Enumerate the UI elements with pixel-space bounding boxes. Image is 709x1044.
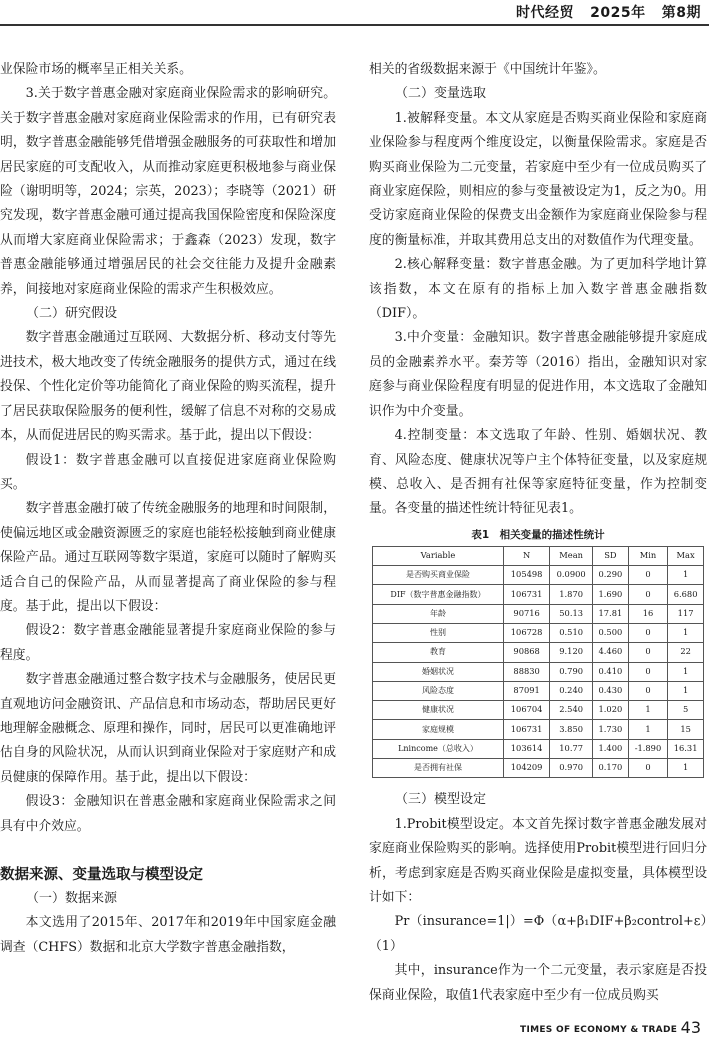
page-number: 43: [680, 1018, 701, 1037]
paragraph: 假设3：金融知识在普惠金融和家庭商业保险需求之间具有中介效应。: [0, 794, 336, 834]
subsection-heading: （二）研究假设: [26, 306, 118, 322]
variable-name-cell: 性别: [373, 623, 504, 642]
left-column: [0, 58, 336, 960]
table-cell: 1.400: [593, 739, 629, 758]
table-row: [373, 720, 704, 739]
table-cell: 1: [628, 701, 667, 720]
paragraph: 其中，insurance作为一个二元变量，表示家庭是否投保商业保险，取值1代表家庭中至少有一位成员购买: [369, 963, 707, 1003]
right-column-top: [369, 58, 707, 522]
variable-name-cell: 婚姻状况: [373, 662, 504, 681]
subsection-heading: （二）变量选取: [395, 86, 487, 102]
variable-name-cell: 是否购买商业保险: [373, 566, 504, 585]
table-cell: 2.540: [550, 701, 593, 720]
table-cell: 0.430: [593, 681, 629, 700]
table-cell: 104209: [503, 758, 549, 777]
table-cell: 106704: [503, 701, 549, 720]
table-row: [373, 701, 704, 720]
table-cell: 90868: [503, 643, 549, 662]
table-cell: 3.850: [550, 720, 593, 739]
table-body: [373, 566, 704, 778]
descriptive-stats-table: [372, 546, 704, 779]
table-row: [373, 681, 704, 700]
table-cell: 1: [628, 720, 667, 739]
journal-issue: 第8期: [661, 5, 701, 21]
table-cell: 0.0900: [550, 566, 593, 585]
table-cell: 0.510: [550, 623, 593, 642]
variable-name-cell: 健康状况: [373, 701, 504, 720]
table-cell: 50.13: [550, 604, 593, 623]
table-row: [373, 662, 704, 681]
paragraph: 4.控制变量：本文选取了年龄、性别、婚姻状况、教育、风险态度、健康状况等户主个体特征变量，以及家庭规模、总收入、是否拥有社保等家庭特征变量，作为控制变量。各变量的描述性统计特征见表1。: [369, 428, 707, 517]
stats-table-block: [369, 526, 707, 779]
table-cell: 0.410: [593, 662, 629, 681]
table-cell: 1.870: [550, 585, 593, 604]
journal-year: 2025年: [590, 5, 646, 21]
variable-name-cell: 教育: [373, 643, 504, 662]
table-cell: 0: [628, 681, 667, 700]
table-header-cell: Max: [668, 546, 704, 565]
table-row: [373, 585, 704, 604]
paragraph: 3.关于数字普惠金融对家庭商业保险需求的影响研究。关于数字普惠金融对家庭商业保险需求的作用，已有研究表明，数字普惠金融能够凭借增强金融服务的可获取性和增加居民家庭的可支配收入，从而推动家庭更积极地参与商业保险（谢明明等，2024；宗英，2023）；李晓等（2021）研究发现，数字普惠金融可通过提高我国保险密度和保险深度从而增大家庭商业保险需求；于鑫森（2023）发现，数字普惠金融能够通过增强居民的社会交往能力及提升金融素养，间接地对家庭商业保险的需求产生积极效应。: [0, 86, 336, 297]
table-cell: 0: [628, 758, 667, 777]
paragraph: 数字普惠金融打破了传统金融服务的地理和时间限制，使偏远地区或金融资源匮乏的家庭也能轻松接触到商业健康保险产品。通过互联网等数字渠道，家庭可以随时了解购买适合自己的保险产品，从而显著提高了商业保险的参与程度。基于此，提出以下假设：: [0, 501, 336, 614]
table-cell: 0: [628, 566, 667, 585]
table-cell: 1: [668, 681, 704, 700]
table-cell: 0: [628, 623, 667, 642]
paragraph: 2.核心解释变量：数字普惠金融。为了更加科学地计算该指数，本文在原有的指标上加入数字普惠金融指数（DIF）。: [369, 257, 707, 322]
table-cell: 0.240: [550, 681, 593, 700]
paragraph: 数字普惠金融通过整合数字技术与金融服务，使居民更直观地访问金融资讯、产品信息和市场动态，帮助居民更好地理解金融概念、原理和操作，同时，居民可以更准确地评估自身的风险状况，从而认识到商业保险对于家庭财产和成员健康的保障作用。基于此，提出以下假设：: [0, 672, 336, 785]
table-row: [373, 566, 704, 585]
table-row: [373, 643, 704, 662]
table-cell: 16: [628, 604, 667, 623]
variable-name-cell: DIF（数字普惠金融指数）: [373, 585, 504, 604]
variable-name-cell: 是否拥有社保: [373, 758, 504, 777]
table-row: [373, 758, 704, 777]
table-row: [373, 604, 704, 623]
table-cell: 106731: [503, 720, 549, 739]
table-header-cell: SD: [593, 546, 629, 565]
table-cell: 90716: [503, 604, 549, 623]
table-header-cell: Variable: [373, 546, 504, 565]
right-column-bottom: [369, 788, 707, 1008]
paragraph: 业保险市场的概率呈正相关关系。: [0, 62, 192, 77]
table-cell: 5: [668, 701, 704, 720]
table-cell: 9.120: [550, 643, 593, 662]
paragraph: 数字普惠金融通过互联网、大数据分析、移动支付等先进技术，极大地改变了传统金融服务的提供方式，通过在线投保、个性化定价等功能简化了商业保险的购买流程，提升了居民获取保险服务的便利性，缓解了信息不对称的交易成本，从而促进居民的购买需求。基于此，提出以下假设：: [0, 330, 336, 444]
table-cell: 103614: [503, 739, 549, 758]
table-cell: 105498: [503, 566, 549, 585]
journal-name: 时代经贸: [516, 5, 575, 21]
table-cell: 16.31: [668, 739, 704, 758]
table-cell: 0: [628, 585, 667, 604]
paragraph: 假设2：数字普惠金融能显著提升家庭商业保险的参与程度。: [0, 623, 336, 663]
right-column: [369, 58, 707, 1008]
variable-name-cell: 家庭规模: [373, 720, 504, 739]
paragraph: Pr（insurance=1|）=Φ（α+β₁DIF+β₂control+ε）（1）: [369, 914, 707, 954]
table-cell: 22: [668, 643, 704, 662]
journal-header: [516, 2, 701, 22]
footer-journal-label: TIMES OF ECONOMY & TRADE: [520, 1025, 678, 1035]
table-cell: 117: [668, 604, 704, 623]
table-cell: 0.970: [550, 758, 593, 777]
table-cell: 0.500: [593, 623, 629, 642]
table-header-cell: Mean: [550, 546, 593, 565]
variable-name-cell: 风险态度: [373, 681, 504, 700]
table-cell: 1.730: [593, 720, 629, 739]
table-cell: 0.290: [593, 566, 629, 585]
paragraph: 1.被解释变量。本文从家庭是否购买商业保险和家庭商业保险参与程度两个维度设定，以衡量保险需求。家庭是否购买商业保险为二元变量，若家庭中至少有一位成员购买了商业家庭保险，则相应的参与变量被设定为1，反之为0。用受访家庭商业保险的保费支出金额作为家庭商业保险参与程度的衡量标准，并取其费用总支出的对数值作为代理变量。: [369, 110, 707, 248]
header-rule: [0, 24, 709, 26]
table-cell: 106731: [503, 585, 549, 604]
variable-name-cell: Lnincome（总收入）: [373, 739, 504, 758]
table-caption: 表1 相关变量的描述性统计: [471, 528, 605, 541]
table-cell: 10.77: [550, 739, 593, 758]
table-header-row: [373, 546, 704, 565]
table-cell: 88830: [503, 662, 549, 681]
table-header-cell: Min: [628, 546, 667, 565]
table-header-cell: N: [503, 546, 549, 565]
table-cell: 6.680: [668, 585, 704, 604]
paragraph: 假设1：数字普惠金融可以直接促进家庭商业保险购买。: [0, 452, 336, 492]
table-cell: 0.170: [593, 758, 629, 777]
table-cell: 4.460: [593, 643, 629, 662]
table-cell: 0.790: [550, 662, 593, 681]
table-cell: 1: [668, 758, 704, 777]
table-cell: 0: [628, 643, 667, 662]
table-cell: 1: [668, 623, 704, 642]
table-cell: 0: [628, 662, 667, 681]
subsection-heading: （三）模型设定: [395, 792, 487, 808]
page-header: [0, 0, 709, 24]
section-title: 数据来源、变量选取与模型设定: [0, 867, 203, 883]
table-cell: 1.690: [593, 585, 629, 604]
paragraph: 3.中介变量：金融知识。数字普惠金融能够提升家庭成员的金融素养水平。秦芳等（2016）指出，金融知识对家庭参与商业保险程度有明显的促进作用，本文选取了金融知识作为中介变量。: [369, 330, 707, 419]
table-cell: 15: [668, 720, 704, 739]
table-cell: 17.81: [593, 604, 629, 623]
subsection-heading: （一）数据来源: [26, 891, 118, 906]
table-row: [373, 739, 704, 758]
paragraph: 相关的省级数据来源于《中国统计年鉴》。: [369, 62, 606, 77]
paragraph: 1.Probit模型设定。本文首先探讨数字普惠金融发展对家庭商业保险购买的影响。选择使用Probit模型进行回归分析，考虑到家庭是否购买商业保险是虚拟变量，具体模型设计如下：: [369, 816, 707, 905]
table-cell: 106728: [503, 623, 549, 642]
table-cell: 1: [668, 566, 704, 585]
paragraph: 本文选用了2015年、2017年和2019年中国家庭金融调查（CHFS）数据和北京大学数字普惠金融指数，: [0, 915, 336, 955]
table-cell: 87091: [503, 681, 549, 700]
table-cell: 1: [668, 662, 704, 681]
table-cell: -1.890: [628, 739, 667, 758]
table-cell: 1.020: [593, 701, 629, 720]
variable-name-cell: 年龄: [373, 604, 504, 623]
table-row: [373, 623, 704, 642]
